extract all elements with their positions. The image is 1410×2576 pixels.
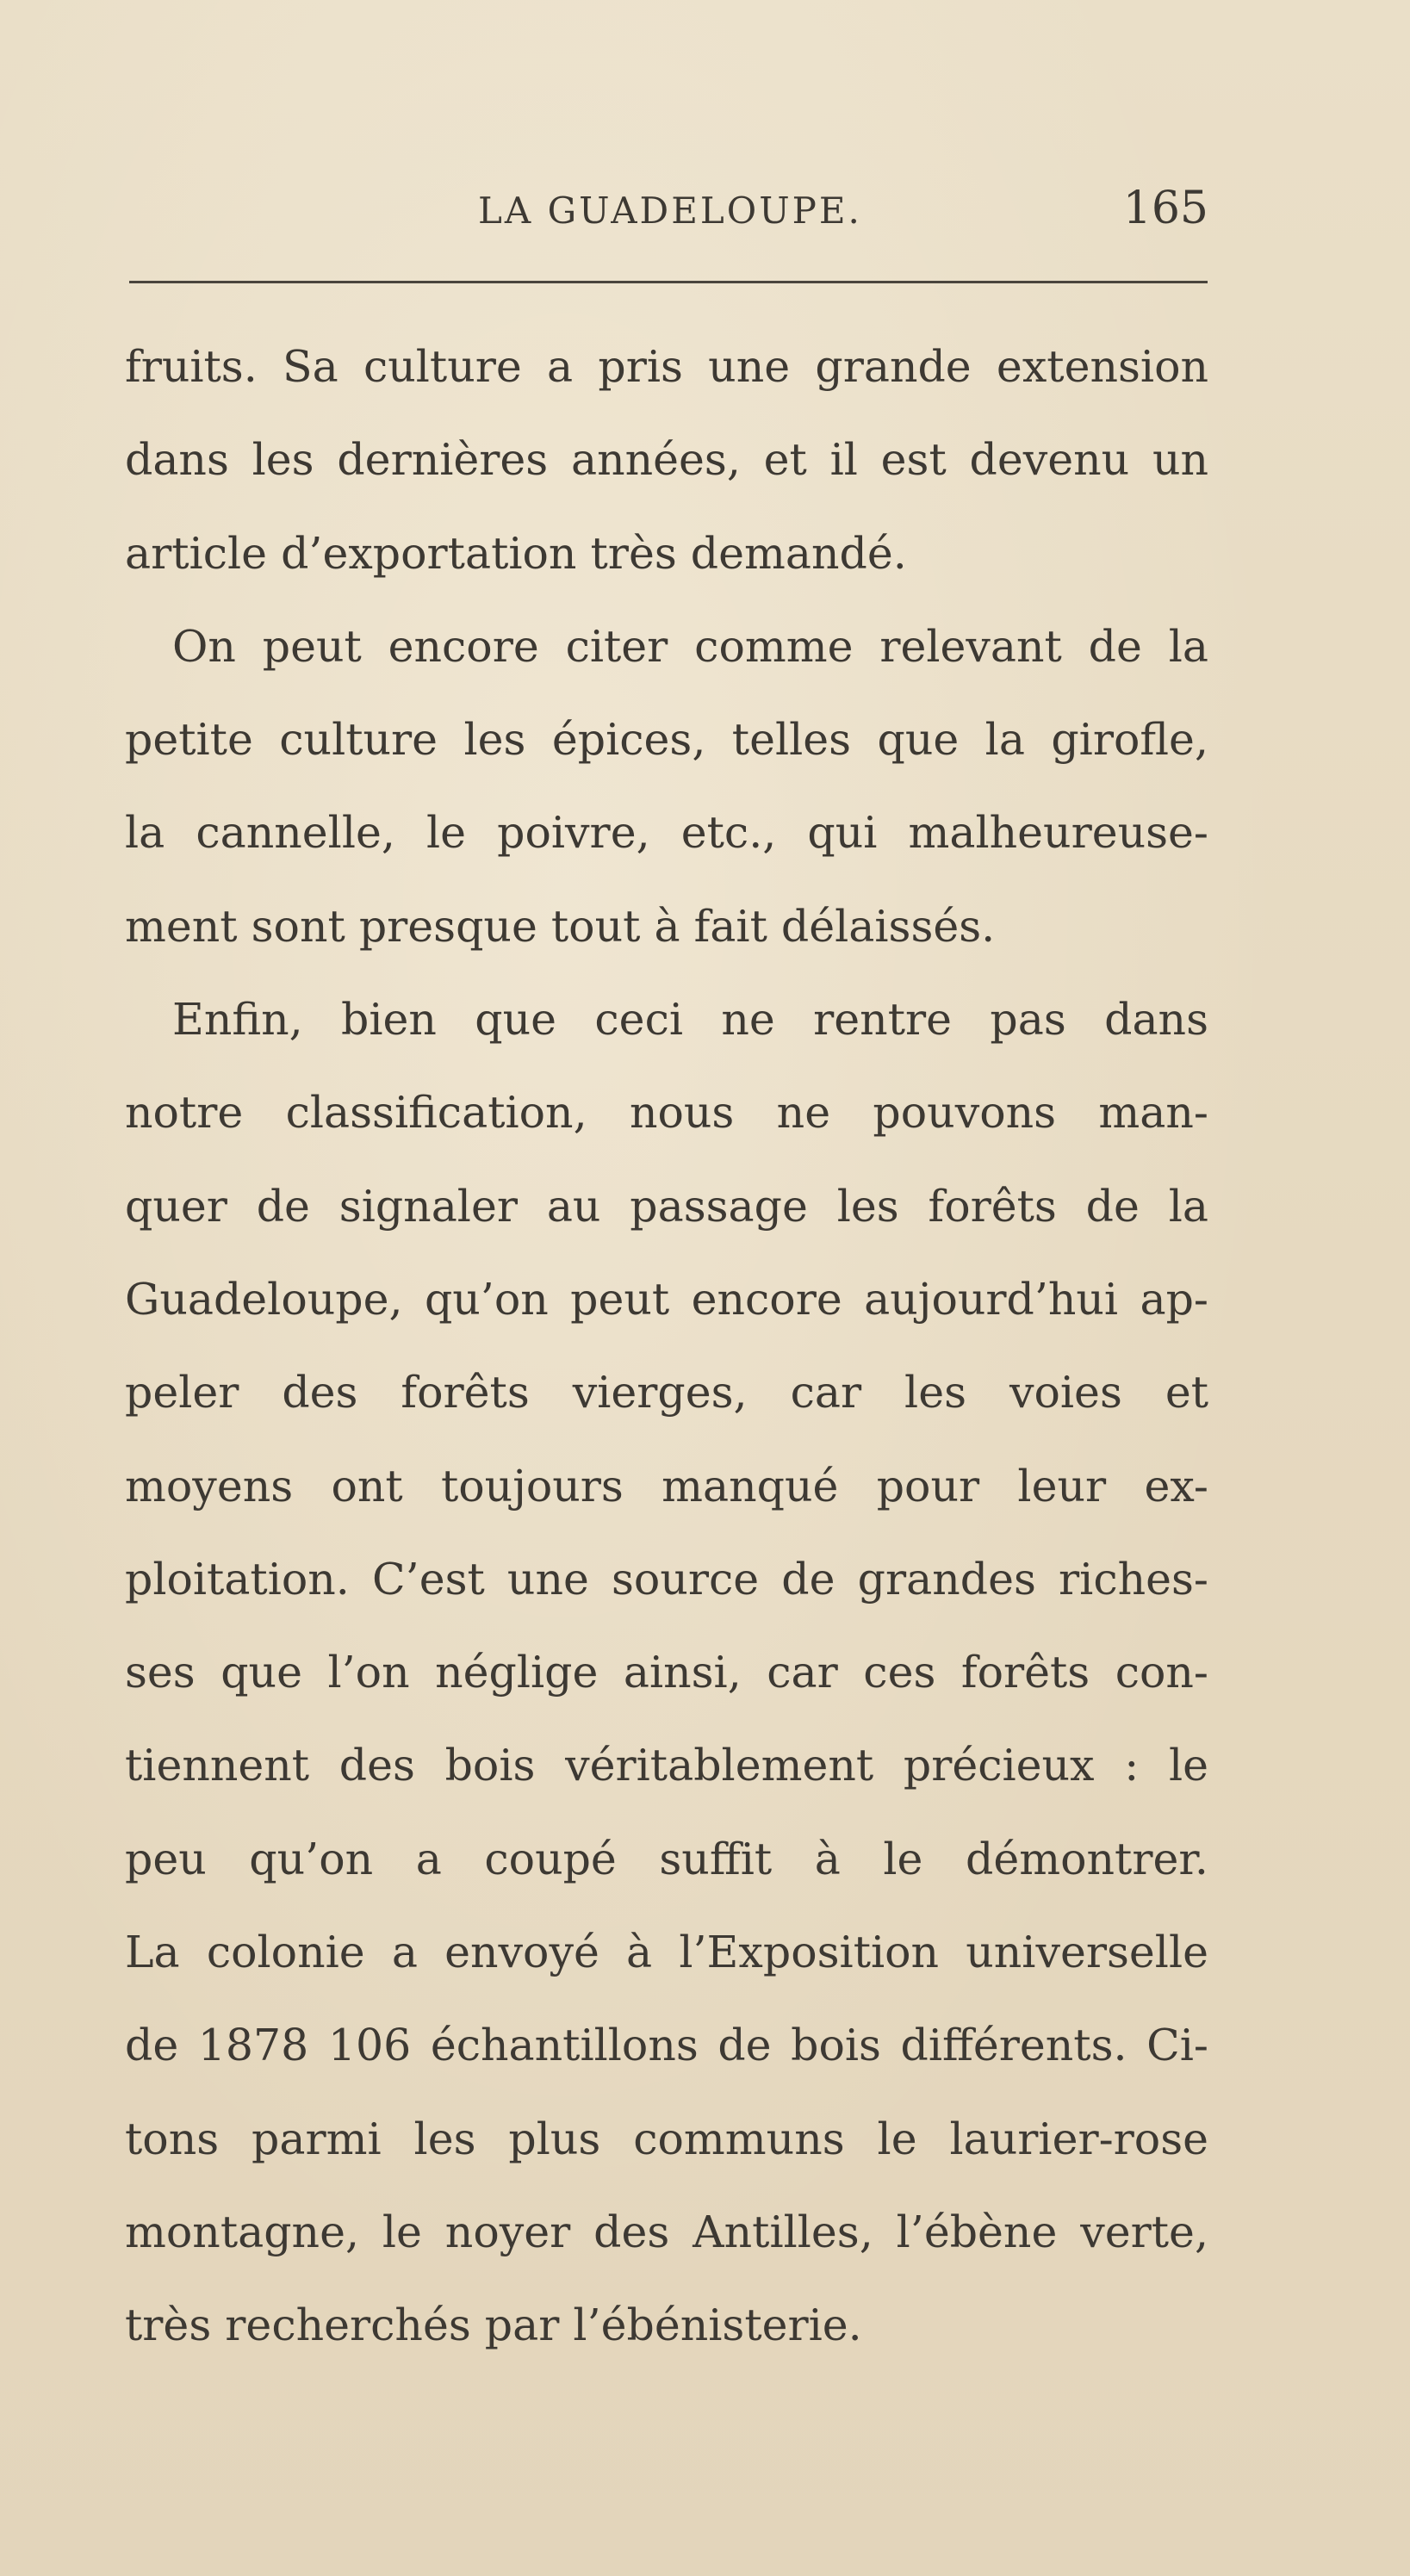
text-line: article d’exportation très demandé. [125, 527, 907, 579]
text-line: très recherchés par l’ébénisterie. [125, 2300, 862, 2351]
text-line: notre classification, nous ne pouvons man- [125, 1087, 1208, 1139]
header-rule [129, 281, 1208, 283]
text-line: fruits. Sa culture a pris une grande extension [125, 341, 1208, 392]
running-title: LA GUADELOUPE. [478, 189, 862, 232]
text-line: dans les dernières années, et il est devenu un [125, 434, 1208, 486]
text-line: peler des forêts vierges, car les voies et [125, 1367, 1208, 1418]
text-line: petite culture les épices, telles que la girofle, [125, 714, 1208, 766]
text-line: tons parmi les plus communs le laurier-rose [125, 2113, 1208, 2164]
text-line: ment sont presque tout à fait délaissés. [125, 900, 996, 952]
text-line: ses que l’on néglige ainsi, car ces forêts con- [125, 1647, 1208, 1698]
body-text [125, 320, 1208, 2373]
text-line: On peut encore citer comme relevant de la [172, 620, 1208, 672]
text-line: peu qu’on a coupé suffit à le démontrer. [125, 1833, 1208, 1884]
text-line: Guadeloupe, qu’on peut encore aujourd’hui ap- [125, 1273, 1208, 1325]
page-header [125, 183, 1208, 243]
text-line: ploitation. C’est une source de grandes riches- [125, 1553, 1208, 1605]
text-line: quer de signaler au passage les forêts de la [125, 1180, 1208, 1232]
text-line: Enfin, bien que ceci ne rentre pas dans [172, 994, 1208, 1046]
page-number: 165 [1122, 183, 1208, 234]
text-line: la cannelle, le poivre, etc., qui malheureuse- [125, 807, 1208, 859]
text-line: La colonie a envoyé à l’Exposition universelle [125, 1927, 1208, 1978]
text-line: moyens ont toujours manqué pour leur ex- [125, 1460, 1208, 1511]
text-line: de 1878 106 échantillons de bois différents. Ci- [125, 2020, 1208, 2071]
text-line: montagne, le noyer des Antilles, l’ébène verte, [125, 2206, 1208, 2257]
text-line: tiennent des bois véritablement précieux : le [125, 1740, 1208, 1791]
